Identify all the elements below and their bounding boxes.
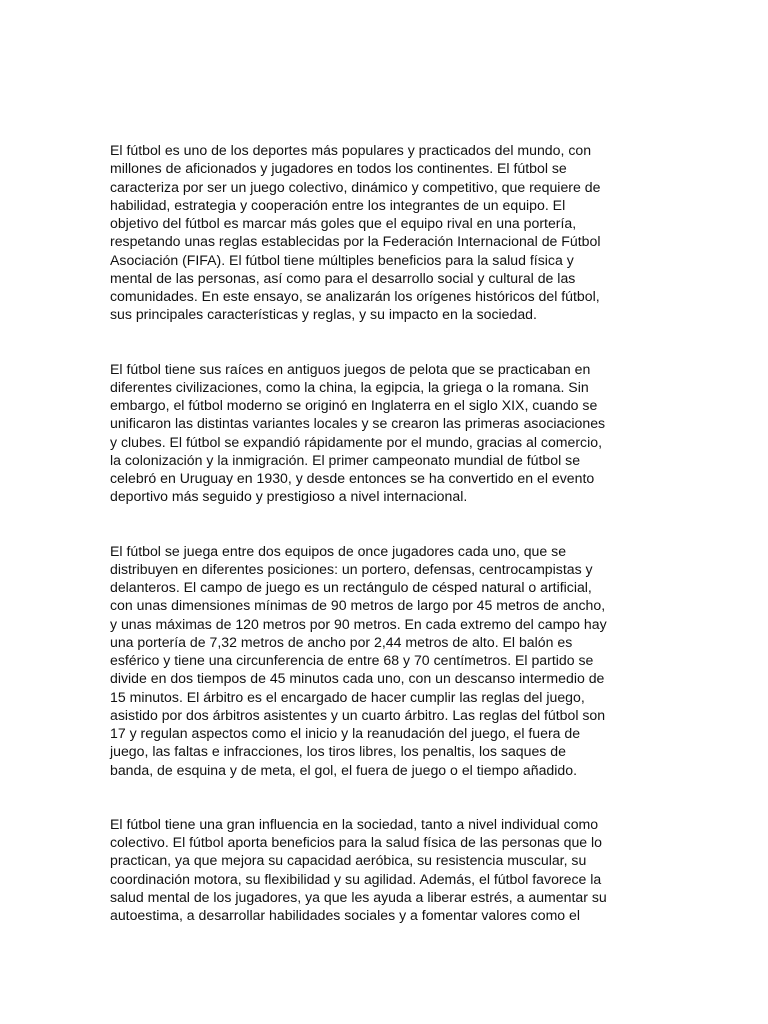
paragraph-introduction: El fútbol es uno de los deportes más populares y practicados del mundo, con millones de aficionados y jugadores en todos los continentes. El fútbol se caracteriza por ser un juego colectivo, dinámico y competitivo, que requiere de habilidad, estrategia y cooperación entre los integrantes de un equipo. El objetivo del fútbol es marcar más goles que el equipo rival en una portería, respetando unas reglas establecidas por la Federación Internacional de Fútbol Asociación (FIFA). El fútbol tiene múltiples beneficios para la salud física y mental de las personas, así como para el desarrollo social y cultural de las comunidades. En este ensayo, se analizarán los orígenes históricos del fútbol, sus principales características y reglas, y su impacto en la sociedad.: [110, 142, 601, 323]
paragraph-impact: El fútbol tiene una gran influencia en la sociedad, tanto a nivel individual como colectivo. El fútbol aporta beneficios para la salud física de las personas que lo practican, ya que mejora su capacidad aeróbica, su resistencia muscular, su coordinación motora, su flexibilidad y su agilidad. Además, el fútbol favorece la salud mental de los jugadores, ya que les ayuda a liberar estrés, a aumentar su autoestima, a desarrollar habilidades sociales y a fomentar valores como el: [110, 815, 607, 923]
paragraph-history: El fútbol tiene sus raíces en antiguos juegos de pelota que se practicaban en diferentes civilizaciones, como la china, la egipcia, la griega o la romana. Sin embargo, el fútbol moderno se originó en Inglaterra en el siglo XIX, cuando se unificaron las distintas variantes locales y se crearon las primeras asociaciones y clubes. El fútbol se expandió rápidamente por el mundo, gracias al comercio, la colonización y la inmigración. El primer campeonato mundial de fútbol se celebró en Uruguay en 1930, y desde entonces se ha convertido en el evento deportivo más seguido y prestigioso a nivel internacional.: [110, 360, 606, 505]
paragraph-rules: El fútbol se juega entre dos equipos de once jugadores cada uno, que se distribuyen en diferentes posiciones: un portero, defensas, centrocampistas y delanteros. El campo de juego es un rectángulo de césped natural o artificial, con unas dimensiones mínimas de 90 metros de largo por 45 metros de ancho, y unas máximas de 120 metros por 90 metros. En cada extremo del campo hay una portería de 7,32 metros de ancho por 2,44 metros de alto. El balón es esférico y tiene una circunferencia de entre 68 y 70 centímetros. El partido se divide en dos tiempos de 45 minutos cada uno, con un descanso intermedio de 15 minutos. El árbitro es el encargado de hacer cumplir las reglas del juego, asistido por dos árbitros asistentes y un cuarto árbitro. Las reglas del fútbol son 17 y regulan aspectos como el inicio y la reanudación del juego, el fuera de juego, las faltas e infracciones, los tiros libres, los penaltis, los saques de banda, de esquina y de meta, el gol, el fuera de juego o el tiempo añadido.: [110, 542, 607, 778]
document-body: [110, 141, 662, 924]
